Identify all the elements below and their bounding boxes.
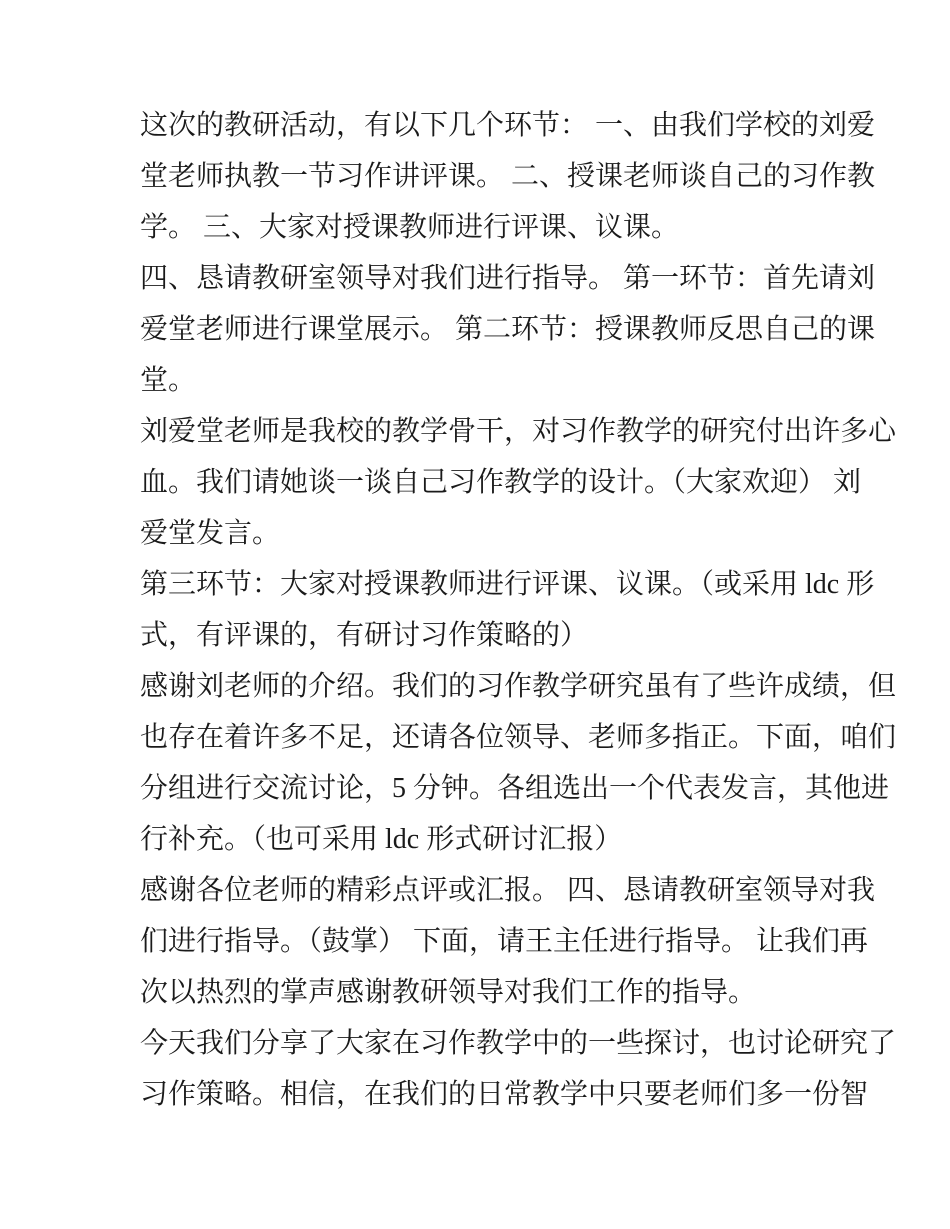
- text-line-8: 血。我们请她谈一谈自己习作教学的设计。（大家欢迎） 刘: [140, 467, 862, 498]
- text-line-17: 们进行指导。（鼓掌） 下面，请王主任进行指导。 让我们再: [140, 926, 869, 957]
- text-line-1: 这次的教研活动，有以下几个环节： 一、由我们学校的刘爱: [140, 110, 876, 141]
- text-line-3: 学。 三、大家对授课教师进行评课、议课。: [140, 212, 680, 243]
- text-line-14: 分组进行交流讨论，5 分钟。各组选出一个代表发言，其他进: [140, 773, 890, 804]
- text-line-7: 刘爱堂老师是我校的教学骨干，对习作教学的研究付出许多心: [140, 416, 897, 447]
- text-line-5: 爱堂老师进行课堂展示。 第二环节：授课教师反思自己的课: [140, 314, 876, 345]
- text-line-4: 四、恳请教研室领导对我们进行指导。 第一环节：首先请刘: [140, 263, 876, 294]
- text-line-16: 感谢各位老师的精彩点评或汇报。 四、恳请教研室领导对我: [140, 875, 876, 906]
- text-line-19: 今天我们分享了大家在习作教学中的一些探讨，也讨论研究了: [140, 1028, 897, 1059]
- text-line-10: 第三环节：大家对授课教师进行评课、议课。（或采用 ldc 形: [140, 569, 875, 600]
- text-line-20: 习作策略。相信，在我们的日常教学中只要老师们多一份智: [140, 1079, 869, 1110]
- text-line-11: 式，有评课的，有研讨习作策略的）: [140, 620, 589, 651]
- text-line-12: 感谢刘老师的介绍。我们的习作教学研究虽有了些许成绩，但: [140, 671, 897, 702]
- text-line-6: 堂。: [140, 365, 197, 396]
- text-line-9: 爱堂发言。: [140, 518, 281, 549]
- text-line-13: 也存在着许多不足，还请各位领导、老师多指正。下面，咱们: [140, 722, 897, 753]
- text-line-18: 次以热烈的掌声感谢教研领导对我们工作的指导。: [140, 977, 757, 1008]
- text-line-2: 堂老师执教一节习作讲评课。 二、授课老师谈自己的习作教: [140, 161, 876, 192]
- text-line-15: 行补充。（也可采用 ldc 形式研讨汇报）: [140, 824, 623, 855]
